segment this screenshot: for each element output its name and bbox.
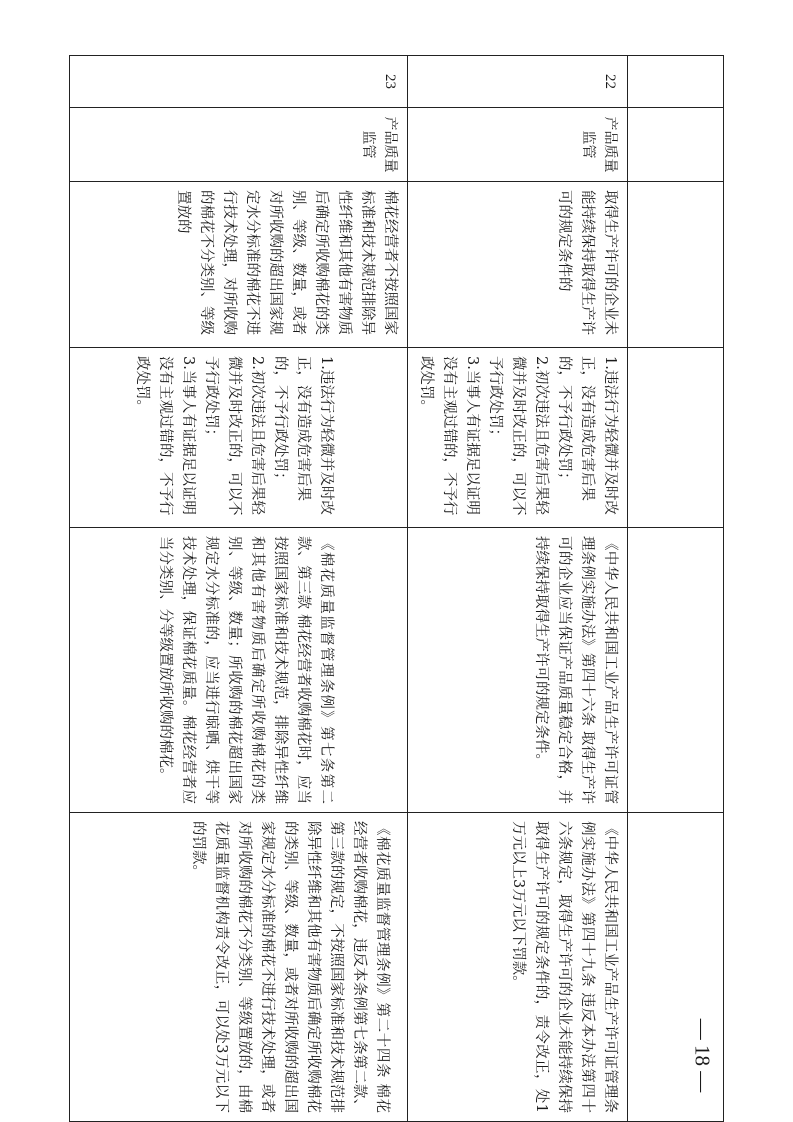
exemption-item: 3.当事人有证据足以证明没有主观过错的，不予行政处罚。	[134, 356, 196, 516]
row-number: 22	[408, 56, 628, 108]
exemption-cell	[408, 348, 628, 528]
penalty-basis-cell: 《棉花质量监督管理条例》第二十四条 棉花经营者收购棉花，违反本条例第七条第二款、第三款的规定，不按照国家标准和技术规范排除异性纤维和其他有害物质后确定所收购棉花的类别、等级、数量，或者对所收购的超出国家规定水分标准的棉花不进行技术处理，或者对所收购的棉花不分类别、等级置放的，由棉花质量监督机构责令改正，可以处3万元以下的罚款。	[70, 813, 408, 1122]
page-number	[682, 1005, 722, 1105]
cell-empty	[628, 528, 724, 813]
cell-empty	[628, 108, 724, 182]
exemption-item: 2.初次违法且危害后果轻微并及时改正的，可以不予行政处罚；	[487, 356, 549, 516]
table-row-continuation	[628, 56, 724, 1122]
exemption-item: 1.违法行为轻微并及时改正，没有造成危害后果的，不予行政处罚；	[272, 356, 334, 515]
exemption-item: 3.当事人有证据足以证明没有主观过错的，不予行政处罚。	[418, 356, 480, 516]
exemption-item: 1.违法行为轻微并及时改正，没有造成危害后果的，不予行政处罚；	[556, 356, 618, 515]
penalty-basis-cell: 《中华人民共和国工业产品生产许可证管理条例实施办法》第四十九条 违反本办法第四十六条规定，取得生产许可的企业未能持续保持取得生产许可的规定条件的，责令改正，处1万元以上3万元以下罚款。	[408, 813, 628, 1122]
exemption-item: 2.初次违法且危害后果轻微并及时改正的，可以不予行政处罚；	[203, 356, 265, 516]
cell-empty	[628, 348, 724, 528]
cell-empty	[628, 182, 724, 348]
table-row	[70, 56, 408, 1122]
legal-basis-cell: 《中华人民共和国工业产品生产许可证管理条例实施办法》第四十六条 取得生产许可的企业应当保证产品质量稳定合格，并持续保持取得生产许可的规定条件。	[408, 528, 628, 813]
category-cell: 产品质量监管	[408, 108, 628, 182]
rotated-content	[112, 55, 724, 1121]
category-cell: 产品质量监管	[70, 108, 408, 182]
violation-behavior-cell: 取得生产许可的企业未能持续保持取得生产许可的规定条件的	[408, 182, 628, 348]
penalty-list-table	[69, 55, 724, 1122]
exemption-cell	[70, 348, 408, 528]
legal-basis-cell: 《棉花质量监督管理条例》第七条第二款、第三款 棉花经营者收购棉花时，应当按照国家标准和技术规范，排除异性纤维和其他有害物质后确定所收购棉花的类别、等级、数量；所收购的棉花超出国家规定水分标准的，应当进行晾晒、烘干等技术处理，保证棉花质量。棉花经营者应当分类别、分等级置放所收购的棉花。	[70, 528, 408, 813]
violation-behavior-cell: 棉花经营者不按照国家标准和技术规范排除异性纤维和其他有害物质后确定所收购棉花的类别、等级、数量，或者对所收购的超出国家规定水分标准的棉花不进行技术处理，对所收购的棉花不分类别、等级置放的	[70, 182, 408, 348]
cell-empty	[628, 56, 724, 108]
table-row	[408, 56, 628, 1122]
page-number-text: — 18 —	[690, 1018, 715, 1092]
row-number: 23	[70, 56, 408, 108]
